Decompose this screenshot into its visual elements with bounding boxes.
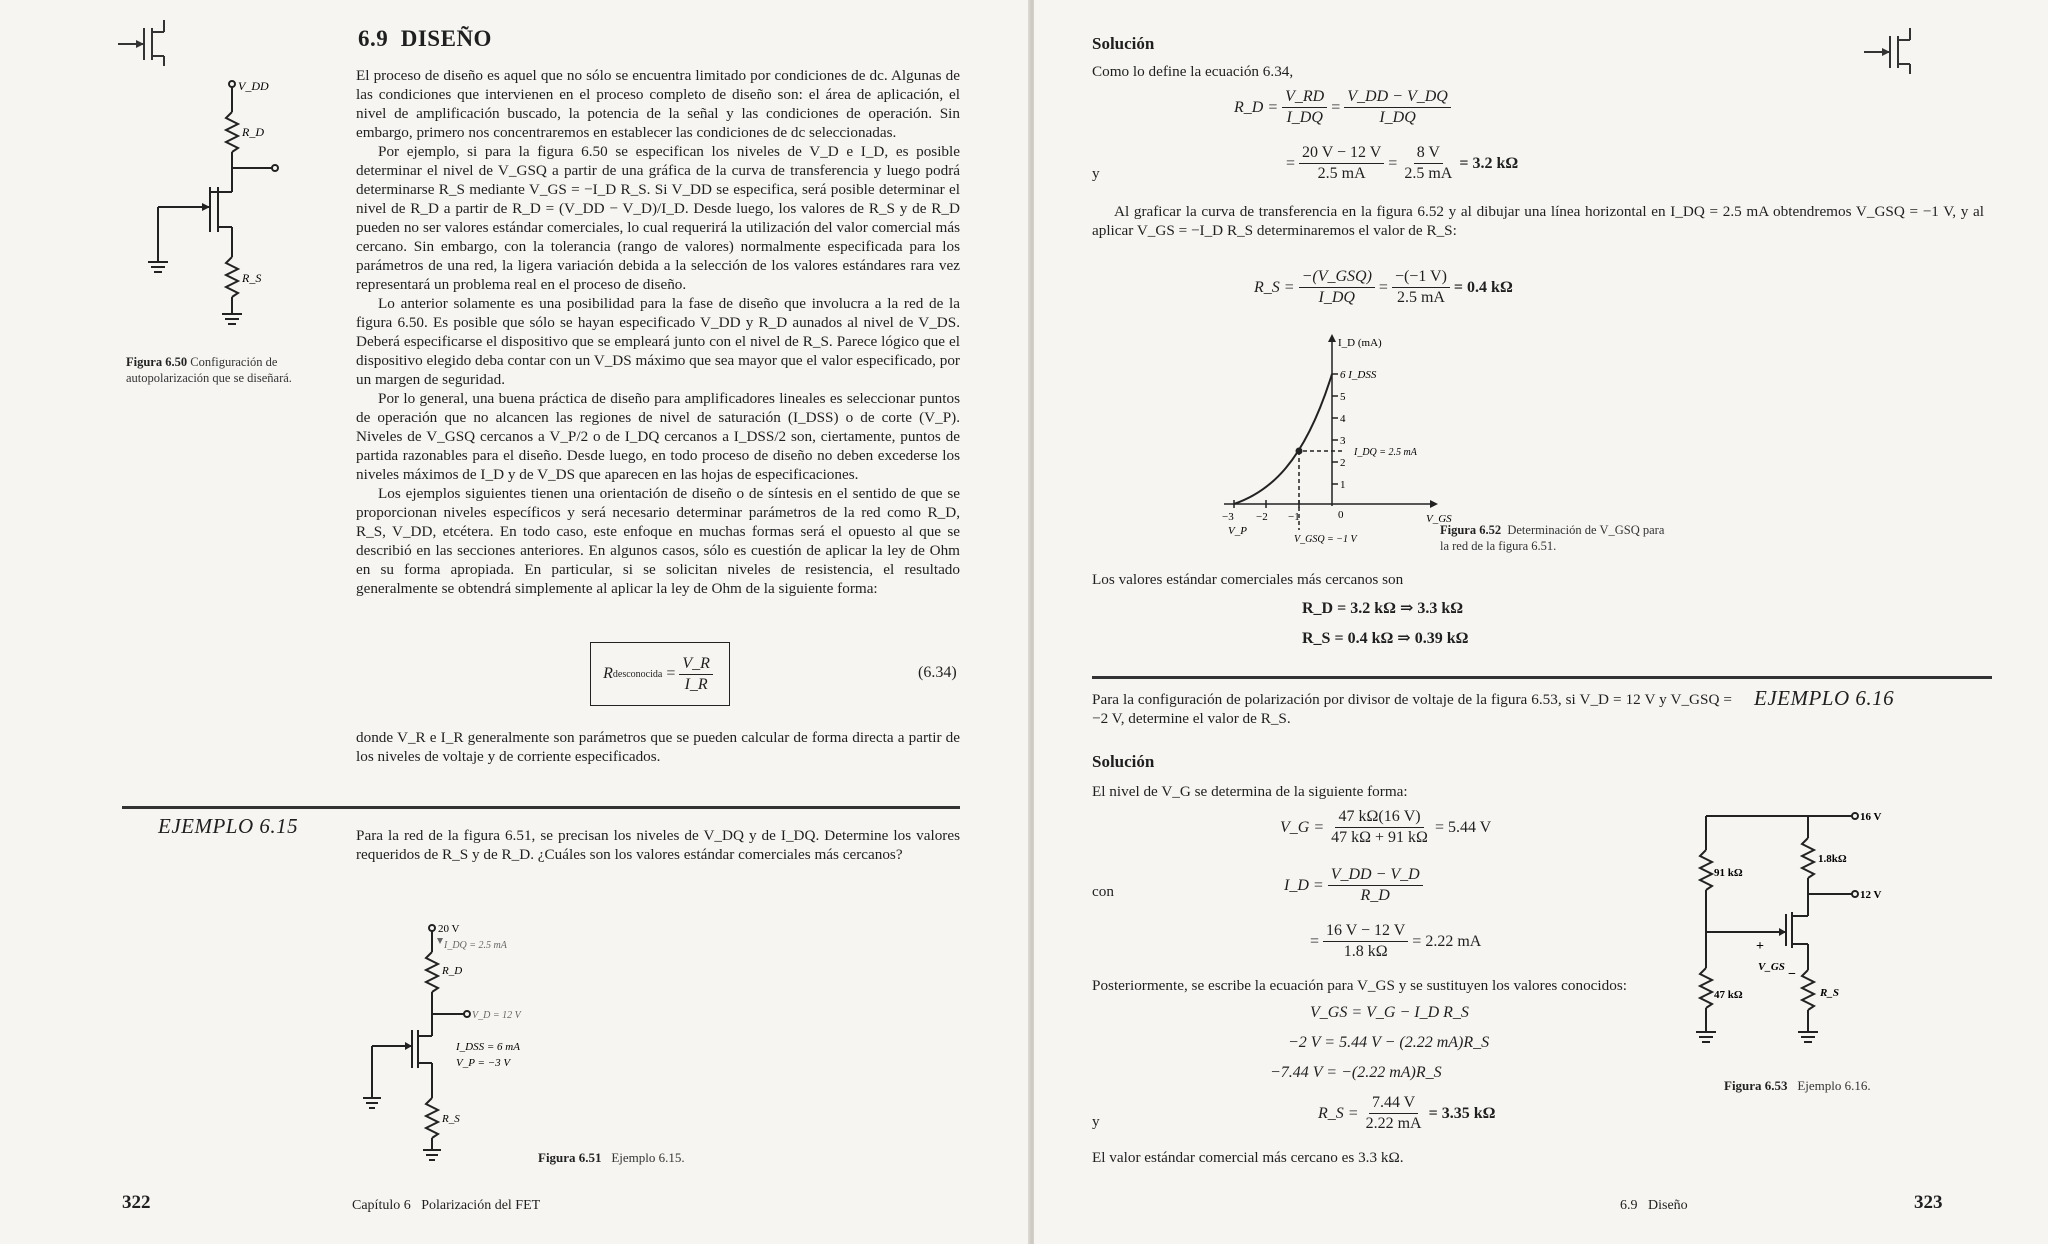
fig653-16v: 16 V xyxy=(1860,811,1882,823)
paragraph-4: Por lo general, una buena práctica de diseño para amplificadores lineales es seleccionar puntos de operación que no alcancen las regiones de nivel de saturación (I_DSS) o de corte (V_P). Niveles de V_GSQ cercanos a V_P/2 o de I_DQ cercanos a I_DSS/2 son, ciertamente, puntos de partida razonables para el diseño. Desde luego, en todo proceso de diseño no deben excederse los niveles máximos de I_D y de V_DS que aparecen en las hojas de especificaciones. xyxy=(356,390,960,483)
example-6-16-label: EJEMPLO 6.16 xyxy=(1754,686,1895,710)
fig653-1-8k: 1.8kΩ xyxy=(1818,853,1847,865)
figure-6-52-caption: Figura 6.52 Determinación de V_GSQ para la red de la figura 6.51. xyxy=(1440,523,1665,553)
figure-6-51-circuit xyxy=(360,918,580,1168)
standard-rs: R_S = 0.4 kΩ ⇒ 0.39 kΩ xyxy=(1302,630,1469,647)
fig652-t4: 4 xyxy=(1340,413,1346,425)
vgs-equation-2: −2 V = 5.44 V − (2.22 mA)R_S xyxy=(1288,1034,1490,1051)
fig651-vd: V_D = 12 V xyxy=(472,1010,521,1021)
rd-equation-1: R_D = $\frac{V\_RD}{I\_DQ}$ = $\frac{V\_DD - V\_DQ}{I\_DQ}$ xyxy=(1234,88,1455,127)
fig653-91k: 91 kΩ xyxy=(1714,867,1743,879)
fig652-xm1: −1 xyxy=(1288,511,1300,523)
fig651-vdd: 20 V xyxy=(438,923,460,935)
fig651-rd: R_D xyxy=(442,965,463,977)
fig650-rs-label: R_S xyxy=(242,271,262,285)
fig651-vp: V_P = −3 V xyxy=(456,1057,511,1069)
fig652-t0: 0 xyxy=(1338,509,1344,521)
fig652-t3: 3 xyxy=(1340,435,1346,447)
and-label-1: y xyxy=(1092,165,1100,182)
paragraph-5: Los ejemplos siguientes tienen una orientación de diseño o de síntesis en el sentido de que se proporcionan niveles específicos y será necesario determinar parámetros de la red como R_D, R_S, V_DD, etcétera. En todo caso, este enfoque en muchas formas será el opuesto al que se describió en las secciones anteriores. En algunos casos, sólo es cuestión de aplicar la ley de Ohm en su forma apropiada. En particular, si se solicitan niveles de resistencia, el resultado generalmente se obtendrá simplemente al aplicar la ley de Ohm de la siguiente forma: xyxy=(356,485,960,597)
fig650-vdd-label: V_DD xyxy=(238,79,269,93)
paragraph-1: El proceso de diseño es aquel que no sólo se encuentra limitado por condiciones de dc. Algunas de las condiciones que intervienen en el proceso completo de diseño son: el área de aplicación, el nivel de amplificación buscado, la potencia de la señal y las condiciones de operación. Sin embargo, primero nos concentraremos en establecer las condiciones de dc seleccionadas. xyxy=(356,67,960,141)
graph-paragraph: Al graficar la curva de transferencia en la figura 6.52 y al dibujar una línea horizontal en I_DQ = 2.5 mA obtendremos V_GSQ = −1 V, y al aplicar V_GS = −I_D R_S determinaremos el valor de R_S: xyxy=(1092,203,1984,239)
page-number-left: 322 xyxy=(122,1192,151,1213)
fet-symbol-icon xyxy=(118,18,170,68)
figure-6-50-circuit xyxy=(140,72,300,334)
paragraph-3: Lo anterior solamente es una posibilidad para la fase de diseño que involucra a la red de la figura 6.50. Es posible que sólo se hayan especificado V_DD y R_D aunados al nivel de V_DS. Deberá especificarse el dispositivo que se empleará junto con el nivel de R_S. Parece lógico que el dispositivo elegido deba contar con un V_DS máximo que sea mayor que el valor especificado, por un margen de seguridad. xyxy=(356,295,960,388)
figure-6-52-graph xyxy=(1214,334,1464,550)
fig652-xm3: −3 xyxy=(1222,511,1234,523)
section-heading: 6.9 DISEÑO xyxy=(358,26,492,51)
vgs-intro: Posteriormente, se escribe la ecuación para V_GS y se sustituyen los valores conocidos: xyxy=(1092,977,1627,994)
id-equation-1: I_D = $\frac{V\_DD - V\_D}{R\_D}$ xyxy=(1284,866,1427,905)
id-equation-2: = $\frac{16 V - 12 V}{1.8 k\Omega}$ = 2.22 mA xyxy=(1310,922,1482,960)
fig652-t5: 5 xyxy=(1340,391,1346,403)
running-footer-right: 6.9 Diseño xyxy=(1620,1198,1688,1213)
vg-equation: V_G = $\frac{47 k\Omega(16 V)}{47 k\Omega + 91 k\Omega}$ = 5.44 V xyxy=(1280,808,1492,846)
con-label: con xyxy=(1092,883,1114,900)
fig652-yaxis: I_D (mA) xyxy=(1338,337,1382,349)
fig651-idss: I_DSS = 6 mA xyxy=(456,1041,520,1053)
vgs-equation-3: −7.44 V = −(2.22 mA)R_S xyxy=(1270,1064,1442,1081)
standard-values-line: Los valores estándar comerciales más cercanos son xyxy=(1092,571,1404,588)
solution-heading-2: Solución xyxy=(1092,752,1155,771)
paragraph-2: Por ejemplo, si para la figura 6.50 se especifican los niveles de V_D e I_D, es posible determinar el nivel de V_GSQ a partir de una gráfica de la curva de transferencia y luego podrá determinarse R_S mediante V_GS = −I_D R_S. Si V_DD se especifica, será posible determinar el nivel de R_D a partir de R_D = (V_DD − V_D)/I_D. Desde luego, los valores de R_S y de R_D pueden no ser valores estándar comerciales, lo cual requerirá la utilización del valor comercial más cercano. Sin embargo, con la tolerancia (rango de valores) normalmente especificada para los parámetros de una red, la ligera variación debida a la selección de los valores estándares rara vez representará un problema real en el proceso de diseño. xyxy=(356,143,960,293)
vg-intro: El nivel de V_G se determina de la siguiente forma: xyxy=(1092,783,1408,800)
after-equation-text: donde V_R e I_R generalmente son parámetros que se pueden calcular de forma directa a partir de los niveles de voltaje y de corriente especificados. xyxy=(356,729,960,765)
and-label-2: y xyxy=(1092,1113,1100,1130)
fig653-rs: R_S xyxy=(1820,987,1839,999)
example-rule-2 xyxy=(1092,676,1992,679)
example-6-16-statement: Para la configuración de polarización por divisor de voltaje de la figura 6.53, si V_D = 12 V y V_GSQ = −2 V, determine el valor de R_S. xyxy=(1092,691,1732,727)
fig652-xaxis: V_GS xyxy=(1426,513,1452,525)
running-footer-left: Capítulo 6 Polarización del FET xyxy=(352,1198,541,1213)
example-6-15-label: EJEMPLO 6.15 xyxy=(158,814,299,838)
fet-symbol-icon xyxy=(1864,26,1916,76)
rs-final-equation: R_S = $\frac{7.44 V}{2.22 mA}$ = 3.35 kΩ xyxy=(1318,1094,1496,1132)
equation-6-34-number: (6.34) xyxy=(918,664,957,681)
example-6-15-statement: Para la red de la figura 6.51, se precisan los niveles de V_DQ y de I_DQ. Determine los valores requeridos de R_S y de R_D. ¿Cuáles son los valores estándar comerciales más cercanos? xyxy=(356,827,960,863)
fig652-t2: 2 xyxy=(1340,457,1346,469)
figure-6-51-caption: Figura 6.51 Ejemplo 6.15. xyxy=(538,1150,685,1165)
rs-equation: R_S = $\frac{\text{−(V\_GSQ)}}{I\_DQ}$ = $\frac{-(-1 V)}{2.5 mA}$ = 0.4 kΩ xyxy=(1254,268,1513,306)
equation-6-34-box: R desconocida = $\frac{V\_R}{I\_R}$ xyxy=(590,642,730,706)
fig652-vp: V_P xyxy=(1228,525,1247,537)
fig652-xm2: −2 xyxy=(1256,511,1268,523)
fig653-minus: − xyxy=(1788,967,1796,982)
right-page xyxy=(1034,0,2048,1244)
fig653-47k: 47 kΩ xyxy=(1714,989,1743,1001)
final-result-line: El valor estándar comercial más cercano es 3.3 kΩ. xyxy=(1092,1149,1404,1166)
fig651-id: I_DQ = 2.5 mA xyxy=(444,940,507,951)
fig652-t1: 1 xyxy=(1340,479,1346,491)
fig653-plus: + xyxy=(1756,939,1764,954)
page-number-right: 323 xyxy=(1914,1192,1943,1213)
figure-6-53-circuit xyxy=(1684,800,1914,1060)
vgs-equation-1: V_GS = V_G − I_D R_S xyxy=(1310,1004,1469,1021)
figure-6-53-caption: Figura 6.53 Ejemplo 6.16. xyxy=(1724,1078,1871,1093)
example-rule xyxy=(122,806,960,809)
fig652-vgsq: V_GSQ = −1 V xyxy=(1294,534,1357,545)
standard-rd: R_D = 3.2 kΩ ⇒ 3.3 kΩ xyxy=(1302,600,1464,617)
solution-heading-1: Solución xyxy=(1092,34,1155,53)
fig650-rd-label: R_D xyxy=(242,125,264,139)
fig653-12v: 12 V xyxy=(1860,889,1882,901)
intro-line: Como lo define la ecuación 6.34, xyxy=(1092,63,1294,80)
section-body xyxy=(356,66,960,598)
fig652-idq: I_DQ = 2.5 mA xyxy=(1354,447,1417,458)
figure-6-50-caption: Figura 6.50 Configuración de autopolarización que se diseñará. xyxy=(126,355,292,385)
fig651-rs: R_S xyxy=(442,1113,460,1125)
fig652-idss: 6 I_DSS xyxy=(1340,369,1377,381)
rd-equation-2: = $\frac{20 V - 12 V}{2.5 mA}$ = $\frac{8 V}{2.5 mA}$ = 3.2 kΩ xyxy=(1286,144,1519,182)
fig653-vgs: V_GS xyxy=(1758,961,1785,973)
